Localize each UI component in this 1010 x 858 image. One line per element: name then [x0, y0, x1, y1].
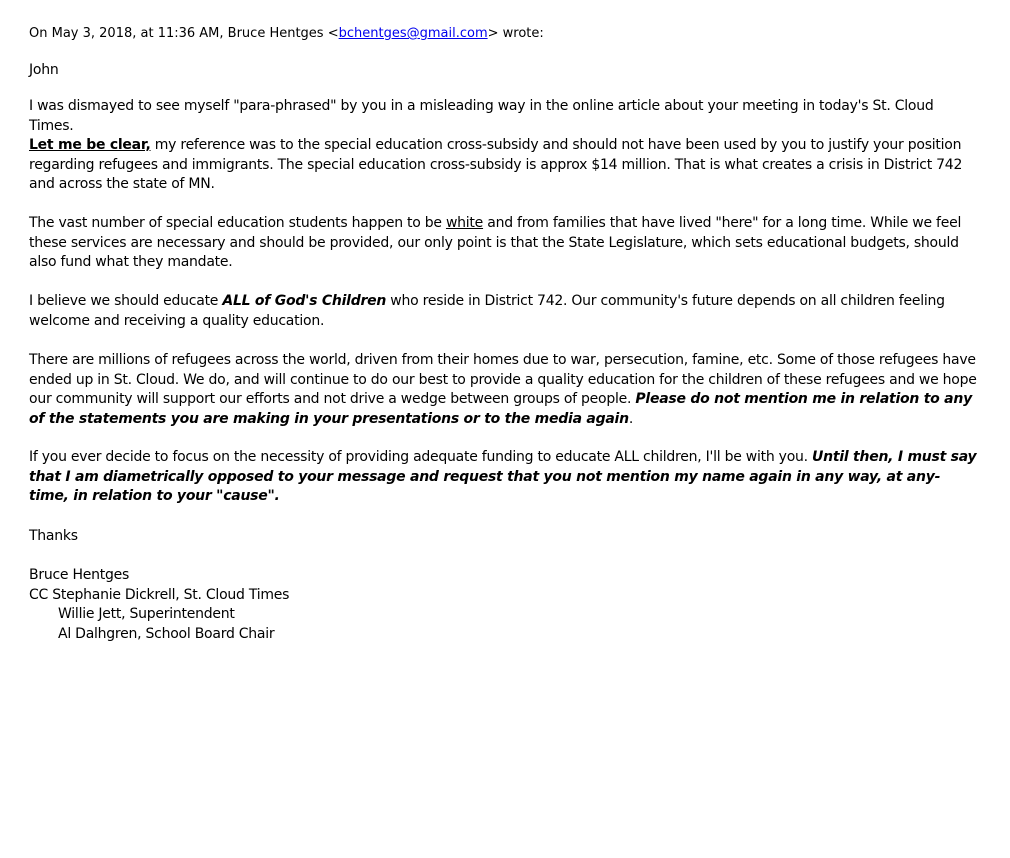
paragraph-4-a: I believe we should educate [29, 293, 223, 309]
paragraph-5-emphasis: Please do not mention me in relation to any of the statements you are making in your presentations or to the media again [29, 391, 972, 427]
paragraph-1: I was dismayed to see myself "para-phrased" by you in a misleading way in the online article about your meeting in today's St. Cloud Times. [29, 98, 934, 134]
paragraph-3 [29, 214, 979, 273]
cc-line-1: CC Stephanie Dickrell, St. Cloud Times [29, 586, 290, 603]
signature-block [29, 566, 979, 644]
paragraph-3-a: The vast number of special education students happen to be [29, 215, 446, 231]
reply-header-prefix: On May 3, 2018, at 11:36 AM, Bruce Hentges < [29, 26, 339, 41]
reply-header-suffix: > wrote: [487, 26, 544, 41]
paragraph-2 [29, 136, 979, 195]
closing-thanks: Thanks [29, 528, 78, 544]
paragraph-4-emphasis: ALL of God's Children [222, 293, 387, 309]
paragraph-5 [29, 351, 979, 429]
greeting: John [29, 62, 59, 78]
paragraph-5-b: . [628, 410, 634, 427]
signature-name: Bruce Hentges [29, 567, 130, 583]
paragraph-3-b: and from families that have lived "here" for a long time. While we feel these services are necessary and should be provided, our only point is that the State Legislature, which sets educational budgets, should also fund what they mandate. [29, 215, 962, 271]
paragraph-4-b: who reside in District 742. Our community's future depends on all children feeling welcome and receiving a quality education. [29, 293, 945, 329]
paragraph-4 [29, 292, 979, 331]
paragraph-2-lead: Let me be clear, [29, 137, 151, 153]
paragraph-3-underlined: white [445, 215, 484, 231]
paragraph-5-a: There are millions of refugees across the world, driven from their homes due to war, persecution, famine, etc. Some of those refugees have ended up in St. Cloud. We do, and will continue to do our best to provide a quality education for the children of these refugees and we hope our community will support our efforts and not drive a wedge between groups of people. [29, 352, 977, 408]
cc-line-3: Al Dalhgren, School Board Chair [58, 625, 275, 642]
sender-email-link[interactable]: bchentges@gmail.com [338, 26, 488, 41]
cc-line-2: Willie Jett, Superintendent [58, 606, 235, 623]
reply-header [29, 26, 544, 42]
paragraph-6-emphasis: Until then, I must say that I am diametrically opposed to your message and request that you not mention my name again in any way, at any-time, in relation to your "cause". [29, 449, 977, 505]
paragraph-2-rest: my reference was to the special education cross-subsidy and should not have been used by you to justify your position regarding refugees and immigrants. The special education cross-subsidy is approx $14 million. That is what creates a crisis in District 742 and across the state of MN. [29, 137, 963, 193]
paragraph-6 [29, 448, 979, 507]
paragraph-6-a: If you ever decide to focus on the necessity of providing adequate funding to educate ALL children, I'll be with you. [29, 449, 813, 465]
